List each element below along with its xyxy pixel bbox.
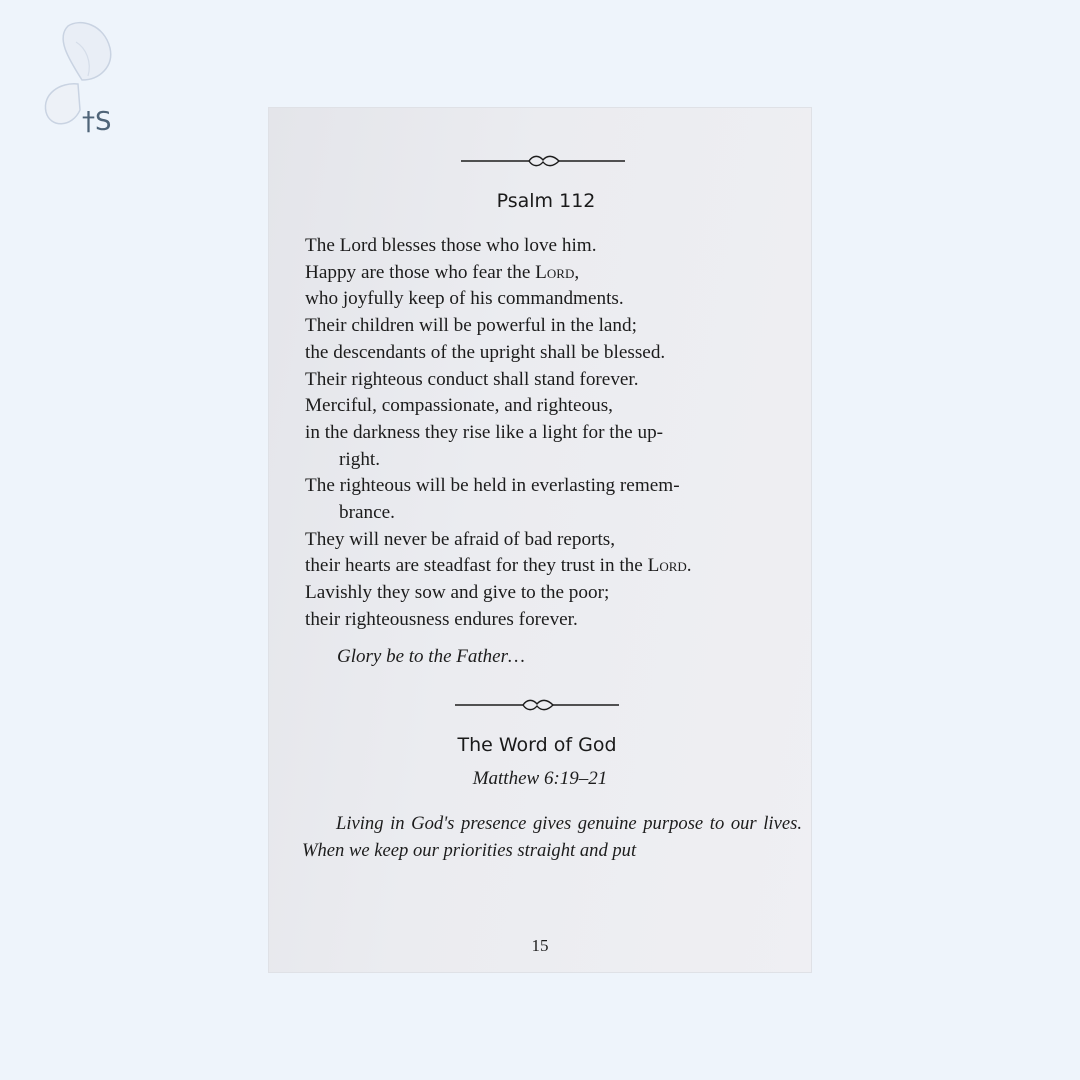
page-number: 15: [531, 936, 549, 955]
verse-line-continuation: brance.: [339, 502, 395, 524]
verse-line: the descendants of the upright shall be blessed.: [305, 341, 666, 363]
verse-line: in the darkness they rise like a light for the up-: [305, 421, 664, 443]
scripture-reference: Matthew 6:19–21: [472, 768, 608, 789]
book-page: [269, 108, 811, 972]
verse-line: their righteousness endures forever.: [305, 608, 578, 630]
psalm-title: Psalm 112: [496, 190, 596, 212]
word-of-god-title: The Word of God: [457, 734, 617, 756]
verse-line: The Lord blesses those who love him.: [305, 235, 597, 256]
reflection-text: Living in God's presence gives genuine purpose to our lives. When we keep our priorities straight and put: [302, 813, 802, 861]
doxology: Glory be to the Father…: [337, 646, 525, 667]
verse-line: their hearts are steadfast for they trust in the Lord.: [305, 555, 692, 577]
verse-line: Their children will be powerful in the land;: [305, 315, 637, 337]
verse-line: Lavishly they sow and give to the poor;: [305, 582, 610, 604]
verse-line: Their righteous conduct shall stand forever.: [305, 368, 639, 390]
verse-line: Happy are those who fear the Lord,: [305, 261, 580, 283]
verse-line: who joyfully keep of his commandments.: [305, 288, 624, 310]
verse-line-continuation: right.: [339, 448, 381, 470]
verse-line: The righteous will be held in everlasting remem-: [305, 475, 680, 497]
verse-line: Merciful, compassionate, and righteous,: [305, 395, 613, 417]
logo-monogram: †S: [82, 107, 112, 137]
middle-ornament-divider: [453, 698, 623, 712]
verse-line: They will never be afraid of bad reports,: [305, 528, 616, 550]
top-ornament-divider: [459, 154, 629, 168]
psalm-verses: [305, 233, 805, 634]
butterfly-cross-monogram-icon: [38, 18, 128, 142]
